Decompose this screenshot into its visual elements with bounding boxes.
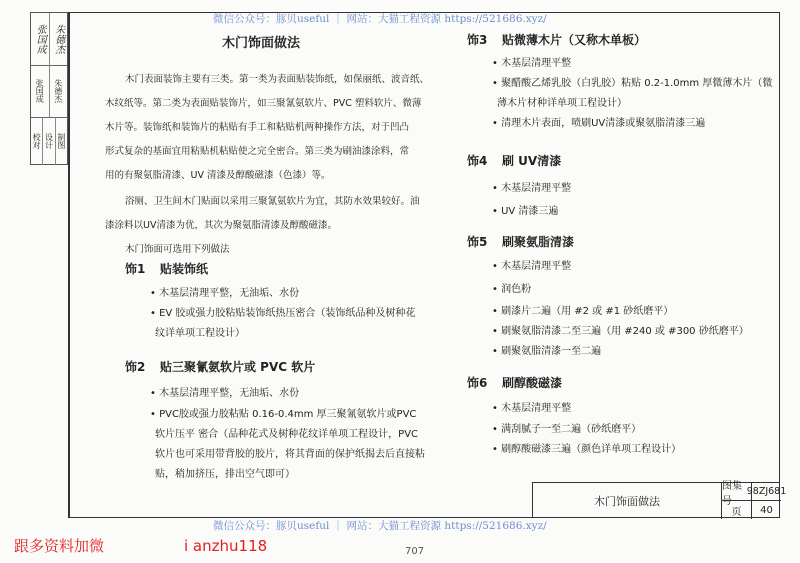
- page-number: 707: [405, 546, 425, 557]
- promo-contact: i anzhu118: [184, 537, 268, 555]
- title-block-name: 木门饰面做法: [594, 495, 660, 508]
- intro-line: 木片等。装饰纸和装饰片的粘贴有手工和粘贴机两种操作方法，对于凹凸: [105, 122, 410, 133]
- intro-line: 浴厕、卫生间木门贴面以采用三聚氰氨软片为宜，其防水效果较好。油: [125, 196, 420, 207]
- section-step: 软片压平 密合（品种花式及树种花纹详单项工程设计，PVC: [155, 429, 419, 440]
- section-code: 饰2: [125, 360, 146, 374]
- section-step: • 刷聚氨脂清漆一至二遍: [492, 346, 602, 357]
- stamp-name: 朱德杰: [53, 79, 63, 103]
- section-step: • 木基层清理平整: [492, 183, 572, 194]
- intro-line: 木门表面装饰主要有三类。第一类为表面贴装饰纸，如保丽纸、波音纸、: [125, 74, 430, 85]
- page-label: 页: [721, 501, 751, 519]
- stamp-name: 张国成: [31, 65, 50, 117]
- watermark-bottom: 微信公众号：豚贝useful ｜ 网站：大猫工程资源 https://521686.xyz/: [213, 520, 547, 532]
- section-heading: 刷 UV清漆: [502, 154, 562, 168]
- intro-line: 木纹纸等。第二类为表面贴装饰片，如三聚氰氨软片、PVC 塑料软片、微薄: [105, 98, 422, 109]
- section-step: • 木基层清理平整: [492, 403, 572, 414]
- section-code: 饰4: [467, 154, 488, 168]
- section-heading: 刷聚氨脂清漆: [502, 235, 575, 249]
- section-step: • 木基层清理平整，无油垢、水份: [150, 288, 300, 299]
- section-step: • EV 胶或强力胶粘贴装饰纸热压密合（装饰纸品种及树种花: [150, 308, 416, 319]
- section-step: • 满刮腻子一至二遍（砂纸磨平）: [492, 424, 642, 435]
- section-step: • UV 清漆三遍: [492, 206, 559, 217]
- signature: 朱德杰: [52, 24, 64, 54]
- section-step: • 木基层清理平整: [492, 261, 572, 272]
- intro-line: 木门饰面可选用下列做法: [125, 244, 230, 255]
- section-heading: 贴装饰纸: [160, 262, 209, 276]
- section-step: • 刷聚氨脂清漆二至三遍（用 #240 或 #300 砂纸磨平）: [492, 326, 749, 337]
- section-step: • 刷漆片二遍（用 #2 或 #1 砂纸磨平）: [492, 306, 674, 317]
- section-step: • 刷醇酸磁漆三遍（颜色详单项工程设计）: [492, 444, 682, 455]
- title-block: [532, 480, 787, 518]
- section-code: 饰6: [467, 376, 488, 390]
- section-step: • 聚醋酸乙烯乳胶（白乳胶）粘贴 0.2-1.0mm 厚微薄木片（微: [492, 78, 773, 89]
- stamp-role: 制图: [56, 133, 66, 149]
- section-step: • PVC胶或强力胶粘贴 0.16-0.4mm 厚三聚氰氨软片或PVC: [150, 409, 417, 420]
- section-code: 饰3: [467, 33, 488, 47]
- watermark-top: 微信公众号：豚贝useful ｜ 网站：大猫工程资源 https://521686.xyz/: [213, 13, 547, 25]
- section-step: 纹详单项工程设计）: [155, 328, 245, 339]
- section-heading: 贴三聚氰氨软片或 PVC 软片: [160, 360, 316, 374]
- signature-stamp-column: [30, 12, 68, 165]
- atlas-label: 图集号: [721, 483, 751, 501]
- section-heading: 刷醇酸磁漆: [502, 376, 563, 390]
- section-step: • 润色粉: [492, 284, 532, 295]
- promo-text: 跟多资料加微: [14, 537, 105, 555]
- page-no: 40: [751, 501, 781, 519]
- section-step: • 木基层清理平整，无油垢、水份: [150, 388, 300, 399]
- section-code: 饰1: [125, 262, 146, 276]
- page-title: 木门饰面做法: [222, 36, 301, 51]
- intro-line: 漆涂料以UV清漆为优，其次为聚氨脂清漆及醇酸磁漆。: [105, 220, 337, 231]
- section-step: 贴，稍加挤压，排出空气即可）: [155, 469, 295, 480]
- section-code: 饰5: [467, 235, 488, 249]
- atlas-number: 98ZJ681: [751, 483, 781, 501]
- signature: 张国成: [31, 13, 50, 65]
- section-step: 薄木片材种详单项工程设计）: [497, 98, 627, 109]
- stamp-role: 设计: [43, 117, 55, 165]
- section-step: • 清理木片表面，喷刷UV清漆或聚氨脂清漆三遍: [492, 118, 706, 129]
- section-step: • 木基层清理平整: [492, 58, 572, 69]
- section-heading: 贴微薄木片（又称木单板）: [502, 33, 647, 47]
- intro-line: 用的有聚氨脂清漆、UV 清漆及醇酸磁漆（色漆）等。: [105, 170, 331, 181]
- stamp-role: 校对: [31, 117, 43, 165]
- intro-line: 形式复杂的基面宜用粘贴机粘贴使之完全密合。第三类为刷油漆涂料，常: [105, 146, 410, 157]
- section-step: 软片也可采用带背胶的胶片，将其背面的保护纸揭去后直接粘: [155, 449, 425, 460]
